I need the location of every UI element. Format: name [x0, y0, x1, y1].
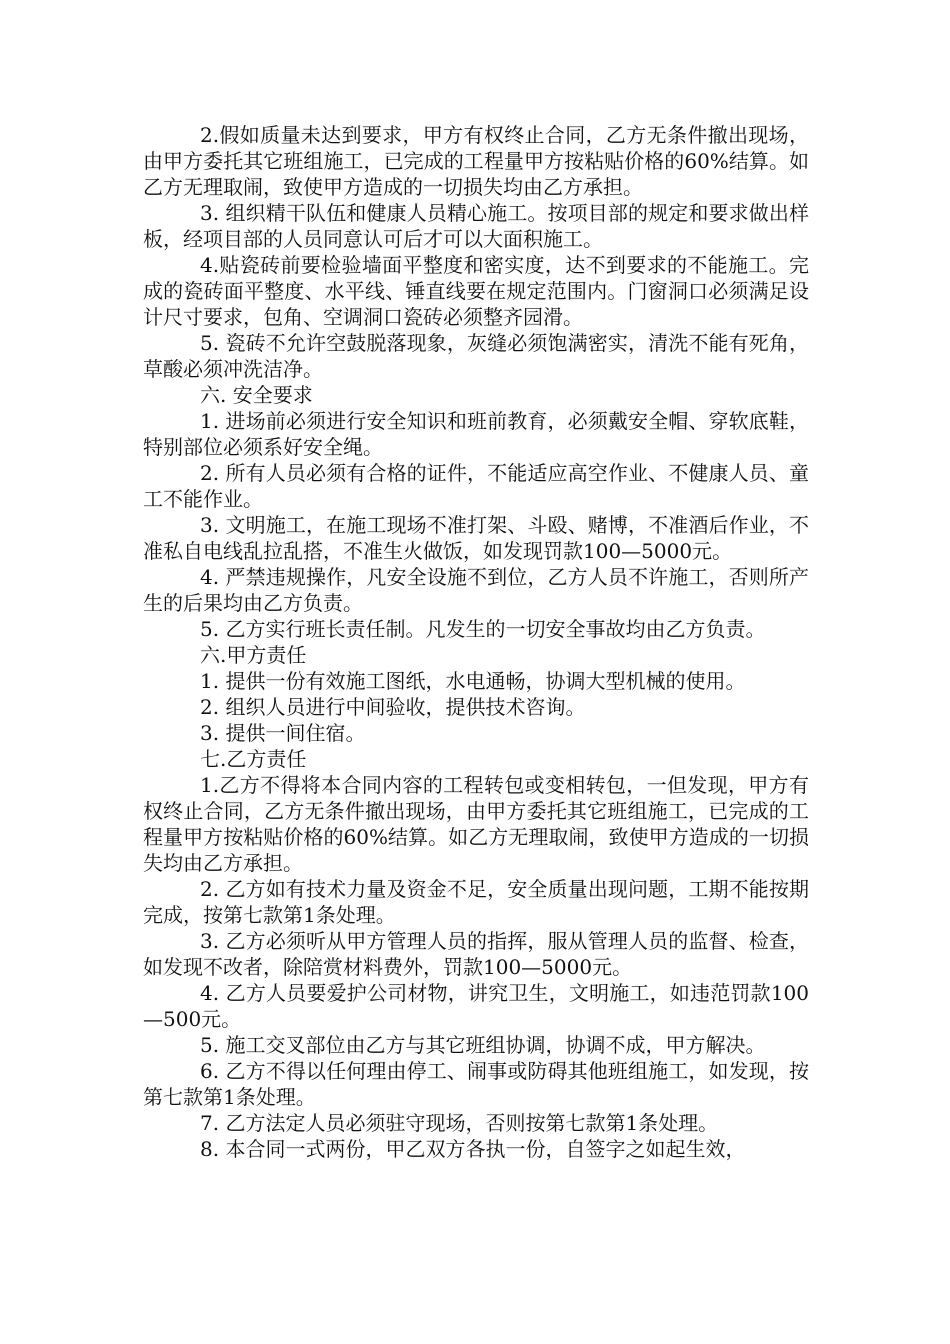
paragraph-quality-5: 5. 瓷砖不允许空鼓脱落现象，灰缝必须饱满密实，清洗不能有死角，草酸必须冲洗洁净。 — [143, 331, 809, 381]
paragraph-safety-5: 5. 乙方实行班长责任制。凡发生的一切安全事故均由乙方负责。 — [200, 617, 766, 641]
paragraph-quality-2: 2.假如质量未达到要求，甲方有权终止合同，乙方无条件撤出现场，由甲方委托其它班组施工，已完成的工程量甲方按粘贴价格的60%结算。如乙方无理取闹，致使甲方造成的一切损失均由乙方承担。 — [143, 123, 809, 199]
section-heading-party-b: 七.乙方责任 — [200, 747, 307, 771]
paragraph-party-b-5: 5. 施工交叉部位由乙方与其它班组协调，协调不成，甲方解决。 — [200, 1033, 766, 1057]
section-heading-party-a: 六.甲方责任 — [200, 643, 307, 667]
paragraph-safety-4: 4. 严禁违规操作，凡安全设施不到位，乙方人员不许施工，否则所产生的后果均由乙方负责。 — [143, 565, 809, 615]
paragraph-party-b-6: 6. 乙方不得以任何理由停工、闹事或防碍其他班组施工，如发现，按第七款第1条处理。 — [143, 1059, 809, 1109]
paragraph-safety-2: 2. 所有人员必须有合格的证件，不能适应高空作业、不健康人员、童工不能作业。 — [143, 461, 809, 511]
paragraph-party-b-8: 8. 本合同一式两份，甲乙双方各执一份，自签字之如起生效， — [200, 1137, 746, 1161]
paragraph-party-b-2: 2. 乙方如有技术力量及资金不足，安全质量出现问题，工期不能按期完成，按第七款第1条处理。 — [143, 877, 809, 927]
paragraph-quality-4: 4.贴瓷砖前要检验墙面平整度和密实度，达不到要求的不能施工。完成的瓷砖面平整度、水平线、锤直线要在规定范围内。门窗洞口必须满足设计尺寸要求，包角、空调洞口瓷砖必须整齐园滑。 — [143, 253, 809, 329]
paragraph-party-b-3: 3. 乙方必须听从甲方管理人员的指挥，服从管理人员的监督、检查，如发现不改者，除陪赏材料费外，罚款100—5000元。 — [143, 929, 809, 979]
paragraph-party-b-1: 1.乙方不得将本合同内容的工程转包或变相转包，一但发现，甲方有权终止合同，乙方无条件撤出现场，由甲方委托其它班组施工，已完成的工程量甲方按粘贴价格的60%结算。如乙方无理取闹，致使甲方造成的一切损失均由乙方承担。 — [143, 773, 809, 875]
paragraph-safety-1: 1. 进场前必须进行安全知识和班前教育，必须戴安全帽、穿软底鞋，特别部位必须系好安全绳。 — [143, 409, 809, 459]
paragraph-party-a-3: 3. 提供一间住宿。 — [200, 721, 366, 745]
document-page — [143, 122, 809, 1162]
paragraph-party-a-1: 1. 提供一份有效施工图纸，水电通畅，协调大型机械的使用。 — [200, 669, 746, 693]
paragraph-party-b-4: 4. 乙方人员要爱护公司材物，讲究卫生，文明施工，如违范罚款100—500元。 — [143, 981, 809, 1031]
paragraph-quality-3: 3. 组织精干队伍和健康人员精心施工。按项目部的规定和要求做出样板，经项目部的人员同意认可后才可以大面积施工。 — [143, 201, 809, 251]
section-heading-safety: 六. 安全要求 — [200, 383, 313, 407]
paragraph-party-a-2: 2. 组织人员进行中间验收，提供技术咨询。 — [200, 695, 586, 719]
paragraph-party-b-7: 7. 乙方法定人员必须驻守现场，否则按第七款第1条处理。 — [200, 1111, 719, 1135]
paragraph-safety-3: 3. 文明施工，在施工现场不准打架、斗殴、赌博，不准酒后作业，不准私自电线乱拉乱搭，不准生火做饭，如发现罚款100—5000元。 — [143, 513, 809, 563]
